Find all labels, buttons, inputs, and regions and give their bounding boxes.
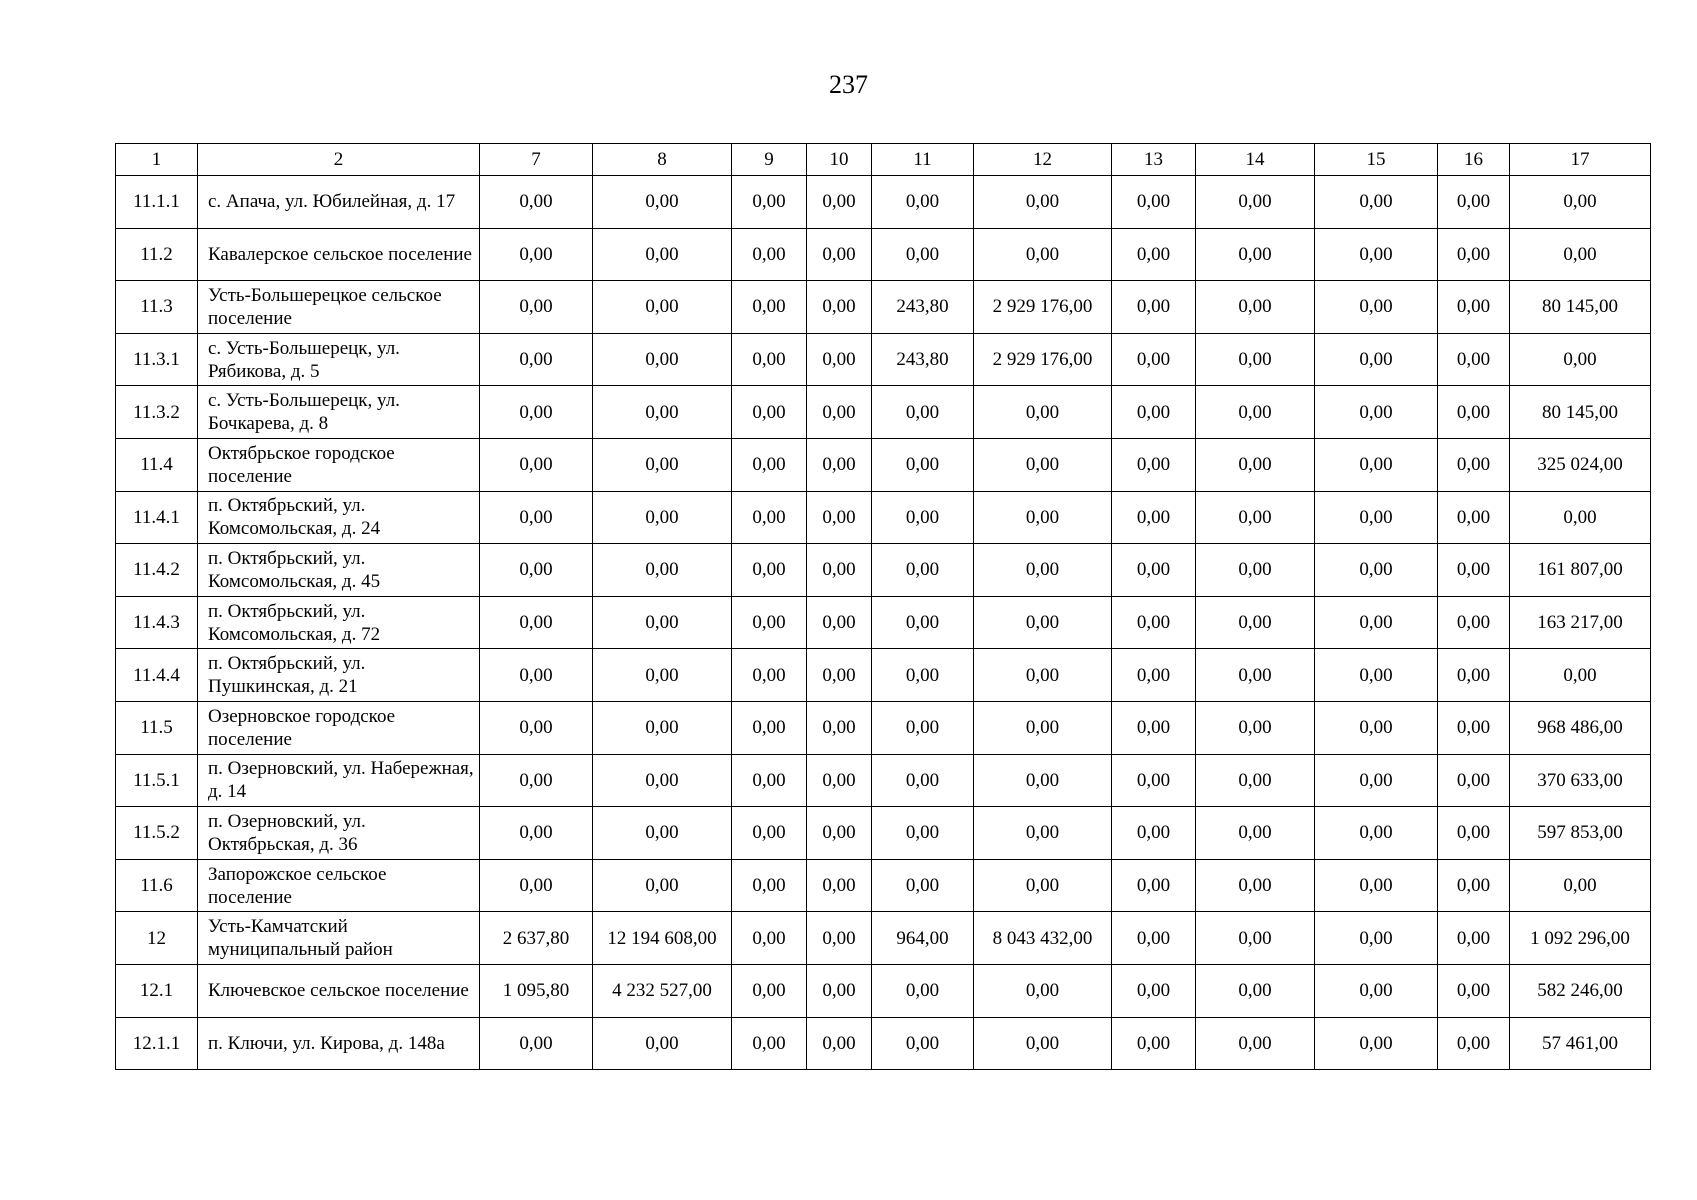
value-cell: 0,00 bbox=[480, 491, 593, 544]
value-cell: 0,00 bbox=[480, 807, 593, 860]
value-cell: 0,00 bbox=[480, 701, 593, 754]
value-cell: 0,00 bbox=[872, 859, 974, 912]
value-cell: 0,00 bbox=[1196, 333, 1315, 386]
value-cell: 0,00 bbox=[480, 596, 593, 649]
value-cell: 0,00 bbox=[732, 859, 807, 912]
value-cell: 2 929 176,00 bbox=[974, 281, 1112, 334]
column-header: 12 bbox=[974, 144, 1112, 176]
value-cell: 0,00 bbox=[1510, 228, 1651, 281]
row-number-cell: 11.5.1 bbox=[116, 754, 198, 807]
location-name-cell: п. Октябрьский, ул. Комсомольская, д. 45 bbox=[198, 544, 480, 597]
value-cell: 0,00 bbox=[1112, 649, 1196, 702]
value-cell: 0,00 bbox=[974, 859, 1112, 912]
value-cell: 0,00 bbox=[1315, 754, 1438, 807]
value-cell: 582 246,00 bbox=[1510, 964, 1651, 1017]
row-number-cell: 11.3 bbox=[116, 281, 198, 334]
row-number-cell: 11.5.2 bbox=[116, 807, 198, 860]
value-cell: 0,00 bbox=[732, 754, 807, 807]
value-cell: 0,00 bbox=[1438, 176, 1510, 229]
value-cell: 0,00 bbox=[807, 649, 872, 702]
value-cell: 0,00 bbox=[974, 807, 1112, 860]
value-cell: 0,00 bbox=[807, 544, 872, 597]
value-cell: 0,00 bbox=[1315, 544, 1438, 597]
value-cell: 0,00 bbox=[593, 596, 732, 649]
value-cell: 0,00 bbox=[1112, 964, 1196, 1017]
value-cell: 0,00 bbox=[807, 859, 872, 912]
value-cell: 0,00 bbox=[1112, 386, 1196, 439]
value-cell: 0,00 bbox=[732, 544, 807, 597]
value-cell: 0,00 bbox=[1112, 333, 1196, 386]
value-cell: 0,00 bbox=[732, 176, 807, 229]
column-header: 13 bbox=[1112, 144, 1196, 176]
value-cell: 0,00 bbox=[974, 176, 1112, 229]
value-cell: 0,00 bbox=[1315, 438, 1438, 491]
value-cell: 0,00 bbox=[1438, 701, 1510, 754]
value-cell: 0,00 bbox=[1510, 176, 1651, 229]
value-cell: 2 637,80 bbox=[480, 912, 593, 965]
value-cell: 0,00 bbox=[1315, 964, 1438, 1017]
value-cell: 0,00 bbox=[480, 649, 593, 702]
location-name-cell: п. Озерновский, ул. Набережная, д. 14 bbox=[198, 754, 480, 807]
value-cell: 0,00 bbox=[872, 754, 974, 807]
value-cell: 57 461,00 bbox=[1510, 1017, 1651, 1070]
value-cell: 0,00 bbox=[1315, 701, 1438, 754]
value-cell: 0,00 bbox=[593, 701, 732, 754]
value-cell: 0,00 bbox=[1112, 176, 1196, 229]
value-cell: 0,00 bbox=[480, 281, 593, 334]
value-cell: 0,00 bbox=[480, 386, 593, 439]
value-cell: 0,00 bbox=[1196, 859, 1315, 912]
value-cell: 0,00 bbox=[872, 1017, 974, 1070]
value-cell: 0,00 bbox=[807, 333, 872, 386]
value-cell: 0,00 bbox=[1438, 912, 1510, 965]
value-cell: 0,00 bbox=[807, 807, 872, 860]
column-header: 15 bbox=[1315, 144, 1438, 176]
column-header: 10 bbox=[807, 144, 872, 176]
value-cell: 0,00 bbox=[732, 701, 807, 754]
value-cell: 0,00 bbox=[1196, 281, 1315, 334]
value-cell: 0,00 bbox=[1438, 859, 1510, 912]
value-cell: 8 043 432,00 bbox=[974, 912, 1112, 965]
location-name-cell: п. Ключи, ул. Кирова, д. 148а bbox=[198, 1017, 480, 1070]
location-name-cell: Усть-Большерецкое сельское поселение bbox=[198, 281, 480, 334]
value-cell: 80 145,00 bbox=[1510, 281, 1651, 334]
value-cell: 0,00 bbox=[1196, 544, 1315, 597]
value-cell: 0,00 bbox=[807, 912, 872, 965]
value-cell: 0,00 bbox=[872, 807, 974, 860]
row-number-cell: 11.4.4 bbox=[116, 649, 198, 702]
value-cell: 0,00 bbox=[807, 176, 872, 229]
value-cell: 0,00 bbox=[1438, 438, 1510, 491]
value-cell: 0,00 bbox=[593, 859, 732, 912]
value-cell: 0,00 bbox=[593, 807, 732, 860]
column-header: 8 bbox=[593, 144, 732, 176]
value-cell: 0,00 bbox=[1112, 596, 1196, 649]
data-table bbox=[115, 143, 1651, 1070]
value-cell: 0,00 bbox=[1438, 964, 1510, 1017]
value-cell: 0,00 bbox=[1196, 491, 1315, 544]
value-cell: 0,00 bbox=[593, 333, 732, 386]
table-row bbox=[116, 491, 1651, 544]
value-cell: 0,00 bbox=[1196, 807, 1315, 860]
value-cell: 0,00 bbox=[1112, 281, 1196, 334]
value-cell: 4 232 527,00 bbox=[593, 964, 732, 1017]
value-cell: 0,00 bbox=[807, 438, 872, 491]
value-cell: 0,00 bbox=[872, 596, 974, 649]
row-number-cell: 11.6 bbox=[116, 859, 198, 912]
table-row bbox=[116, 281, 1651, 334]
value-cell: 0,00 bbox=[974, 649, 1112, 702]
location-name-cell: Ключевское сельское поселение bbox=[198, 964, 480, 1017]
value-cell: 0,00 bbox=[807, 964, 872, 1017]
table-row bbox=[116, 754, 1651, 807]
value-cell: 0,00 bbox=[1438, 596, 1510, 649]
value-cell: 0,00 bbox=[1438, 333, 1510, 386]
value-cell: 0,00 bbox=[807, 754, 872, 807]
location-name-cell: п. Октябрьский, ул. Комсомольская, д. 24 bbox=[198, 491, 480, 544]
value-cell: 964,00 bbox=[872, 912, 974, 965]
value-cell: 0,00 bbox=[1438, 1017, 1510, 1070]
row-number-cell: 11.4.2 bbox=[116, 544, 198, 597]
value-cell: 0,00 bbox=[732, 912, 807, 965]
value-cell: 0,00 bbox=[1510, 491, 1651, 544]
table-body bbox=[116, 176, 1651, 1070]
value-cell: 1 095,80 bbox=[480, 964, 593, 1017]
value-cell: 0,00 bbox=[480, 176, 593, 229]
value-cell: 0,00 bbox=[1196, 596, 1315, 649]
value-cell: 243,80 bbox=[872, 281, 974, 334]
column-header: 11 bbox=[872, 144, 974, 176]
value-cell: 0,00 bbox=[1196, 438, 1315, 491]
value-cell: 0,00 bbox=[1196, 1017, 1315, 1070]
table-row bbox=[116, 859, 1651, 912]
value-cell: 0,00 bbox=[1196, 649, 1315, 702]
value-cell: 0,00 bbox=[1112, 859, 1196, 912]
table-row bbox=[116, 649, 1651, 702]
value-cell: 0,00 bbox=[593, 544, 732, 597]
value-cell: 0,00 bbox=[807, 228, 872, 281]
value-cell: 0,00 bbox=[1438, 228, 1510, 281]
value-cell: 243,80 bbox=[872, 333, 974, 386]
value-cell: 0,00 bbox=[807, 701, 872, 754]
value-cell: 0,00 bbox=[480, 333, 593, 386]
row-number-cell: 12.1.1 bbox=[116, 1017, 198, 1070]
value-cell: 0,00 bbox=[1510, 333, 1651, 386]
value-cell: 0,00 bbox=[480, 1017, 593, 1070]
row-number-cell: 11.1.1 bbox=[116, 176, 198, 229]
value-cell: 0,00 bbox=[1112, 491, 1196, 544]
value-cell: 0,00 bbox=[1438, 807, 1510, 860]
value-cell: 0,00 bbox=[807, 386, 872, 439]
value-cell: 161 807,00 bbox=[1510, 544, 1651, 597]
value-cell: 0,00 bbox=[732, 964, 807, 1017]
value-cell: 0,00 bbox=[1112, 438, 1196, 491]
value-cell: 0,00 bbox=[872, 438, 974, 491]
column-header: 7 bbox=[480, 144, 593, 176]
location-name-cell: с. Усть-Большерецк, ул. Бочкарева, д. 8 bbox=[198, 386, 480, 439]
value-cell: 0,00 bbox=[1438, 544, 1510, 597]
column-header: 9 bbox=[732, 144, 807, 176]
value-cell: 0,00 bbox=[1315, 491, 1438, 544]
value-cell: 0,00 bbox=[1196, 228, 1315, 281]
value-cell: 0,00 bbox=[1510, 649, 1651, 702]
column-header: 14 bbox=[1196, 144, 1315, 176]
location-name-cell: с. Усть-Большерецк, ул. Рябикова, д. 5 bbox=[198, 333, 480, 386]
value-cell: 0,00 bbox=[1315, 281, 1438, 334]
value-cell: 163 217,00 bbox=[1510, 596, 1651, 649]
value-cell: 0,00 bbox=[732, 281, 807, 334]
value-cell: 0,00 bbox=[593, 176, 732, 229]
value-cell: 0,00 bbox=[872, 544, 974, 597]
value-cell: 0,00 bbox=[1112, 807, 1196, 860]
value-cell: 0,00 bbox=[732, 438, 807, 491]
row-number-cell: 12.1 bbox=[116, 964, 198, 1017]
row-number-cell: 11.3.2 bbox=[116, 386, 198, 439]
table-row bbox=[116, 176, 1651, 229]
value-cell: 0,00 bbox=[732, 228, 807, 281]
table-row bbox=[116, 701, 1651, 754]
value-cell: 0,00 bbox=[593, 491, 732, 544]
value-cell: 0,00 bbox=[974, 964, 1112, 1017]
value-cell: 0,00 bbox=[974, 754, 1112, 807]
table-row bbox=[116, 964, 1651, 1017]
value-cell: 0,00 bbox=[974, 228, 1112, 281]
value-cell: 0,00 bbox=[872, 701, 974, 754]
table-row bbox=[116, 333, 1651, 386]
value-cell: 0,00 bbox=[1438, 281, 1510, 334]
table-row bbox=[116, 912, 1651, 965]
row-number-cell: 11.5 bbox=[116, 701, 198, 754]
value-cell: 0,00 bbox=[480, 544, 593, 597]
value-cell: 0,00 bbox=[974, 1017, 1112, 1070]
value-cell: 0,00 bbox=[593, 438, 732, 491]
value-cell: 0,00 bbox=[1196, 176, 1315, 229]
value-cell: 0,00 bbox=[1196, 701, 1315, 754]
value-cell: 0,00 bbox=[1196, 912, 1315, 965]
value-cell: 0,00 bbox=[1196, 964, 1315, 1017]
value-cell: 0,00 bbox=[732, 649, 807, 702]
row-number-cell: 12 bbox=[116, 912, 198, 965]
value-cell: 0,00 bbox=[807, 1017, 872, 1070]
value-cell: 597 853,00 bbox=[1510, 807, 1651, 860]
value-cell: 0,00 bbox=[1315, 176, 1438, 229]
value-cell: 0,00 bbox=[1438, 386, 1510, 439]
value-cell: 0,00 bbox=[593, 281, 732, 334]
value-cell: 968 486,00 bbox=[1510, 701, 1651, 754]
row-number-cell: 11.4.1 bbox=[116, 491, 198, 544]
table-row bbox=[116, 544, 1651, 597]
value-cell: 0,00 bbox=[1315, 333, 1438, 386]
location-name-cell: п. Озерновский, ул. Октябрьская, д. 36 bbox=[198, 807, 480, 860]
value-cell: 0,00 bbox=[974, 386, 1112, 439]
value-cell: 325 024,00 bbox=[1510, 438, 1651, 491]
value-cell: 0,00 bbox=[872, 964, 974, 1017]
value-cell: 0,00 bbox=[480, 754, 593, 807]
value-cell: 0,00 bbox=[974, 491, 1112, 544]
value-cell: 0,00 bbox=[974, 701, 1112, 754]
value-cell: 0,00 bbox=[807, 491, 872, 544]
value-cell: 0,00 bbox=[974, 438, 1112, 491]
value-cell: 0,00 bbox=[1112, 228, 1196, 281]
value-cell: 0,00 bbox=[593, 386, 732, 439]
table-row bbox=[116, 1017, 1651, 1070]
value-cell: 0,00 bbox=[1315, 596, 1438, 649]
value-cell: 0,00 bbox=[974, 544, 1112, 597]
value-cell: 0,00 bbox=[732, 807, 807, 860]
value-cell: 80 145,00 bbox=[1510, 386, 1651, 439]
row-number-cell: 11.4 bbox=[116, 438, 198, 491]
value-cell: 0,00 bbox=[1112, 912, 1196, 965]
value-cell: 0,00 bbox=[1196, 386, 1315, 439]
value-cell: 0,00 bbox=[1438, 491, 1510, 544]
value-cell: 0,00 bbox=[593, 228, 732, 281]
value-cell: 370 633,00 bbox=[1510, 754, 1651, 807]
value-cell: 0,00 bbox=[593, 649, 732, 702]
value-cell: 0,00 bbox=[1315, 386, 1438, 439]
value-cell: 0,00 bbox=[732, 1017, 807, 1070]
page-number: 237 bbox=[829, 70, 868, 99]
table-row bbox=[116, 438, 1651, 491]
row-number-cell: 11.3.1 bbox=[116, 333, 198, 386]
value-cell: 0,00 bbox=[593, 1017, 732, 1070]
value-cell: 0,00 bbox=[480, 438, 593, 491]
table-row bbox=[116, 228, 1651, 281]
location-name-cell: Усть-Камчатский муниципальный район bbox=[198, 912, 480, 965]
table-row bbox=[116, 807, 1651, 860]
value-cell: 0,00 bbox=[732, 333, 807, 386]
header-row bbox=[116, 144, 1651, 176]
row-number-cell: 11.4.3 bbox=[116, 596, 198, 649]
column-header: 16 bbox=[1438, 144, 1510, 176]
value-cell: 0,00 bbox=[1112, 701, 1196, 754]
value-cell: 0,00 bbox=[1315, 228, 1438, 281]
value-cell: 0,00 bbox=[1315, 859, 1438, 912]
value-cell: 0,00 bbox=[1438, 754, 1510, 807]
value-cell: 0,00 bbox=[807, 596, 872, 649]
value-cell: 0,00 bbox=[732, 596, 807, 649]
value-cell: 0,00 bbox=[1510, 859, 1651, 912]
value-cell: 0,00 bbox=[1112, 544, 1196, 597]
table-row bbox=[116, 596, 1651, 649]
location-name-cell: Запорожское сельское поселение bbox=[198, 859, 480, 912]
value-cell: 0,00 bbox=[974, 596, 1112, 649]
location-name-cell: п. Октябрьский, ул. Комсомольская, д. 72 bbox=[198, 596, 480, 649]
value-cell: 1 092 296,00 bbox=[1510, 912, 1651, 965]
value-cell: 0,00 bbox=[1315, 912, 1438, 965]
value-cell: 0,00 bbox=[732, 386, 807, 439]
value-cell: 0,00 bbox=[1438, 649, 1510, 702]
value-cell: 0,00 bbox=[807, 281, 872, 334]
value-cell: 0,00 bbox=[1112, 754, 1196, 807]
location-name-cell: Озерновское городское поселение bbox=[198, 701, 480, 754]
value-cell: 2 929 176,00 bbox=[974, 333, 1112, 386]
column-header: 17 bbox=[1510, 144, 1651, 176]
column-header: 2 bbox=[198, 144, 480, 176]
value-cell: 0,00 bbox=[872, 176, 974, 229]
value-cell: 0,00 bbox=[1315, 649, 1438, 702]
value-cell: 0,00 bbox=[480, 228, 593, 281]
value-cell: 0,00 bbox=[1196, 754, 1315, 807]
value-cell: 0,00 bbox=[480, 859, 593, 912]
value-cell: 0,00 bbox=[872, 491, 974, 544]
location-name-cell: Октябрьское городское поселение bbox=[198, 438, 480, 491]
value-cell: 0,00 bbox=[872, 649, 974, 702]
column-header: 1 bbox=[116, 144, 198, 176]
value-cell: 0,00 bbox=[1315, 807, 1438, 860]
value-cell: 12 194 608,00 bbox=[593, 912, 732, 965]
row-number-cell: 11.2 bbox=[116, 228, 198, 281]
value-cell: 0,00 bbox=[872, 386, 974, 439]
location-name-cell: п. Октябрьский, ул. Пушкинская, д. 21 bbox=[198, 649, 480, 702]
value-cell: 0,00 bbox=[1112, 1017, 1196, 1070]
location-name-cell: Кавалерское сельское поселение bbox=[198, 228, 480, 281]
value-cell: 0,00 bbox=[872, 228, 974, 281]
value-cell: 0,00 bbox=[732, 491, 807, 544]
table-row bbox=[116, 386, 1651, 439]
value-cell: 0,00 bbox=[1315, 1017, 1438, 1070]
value-cell: 0,00 bbox=[593, 754, 732, 807]
location-name-cell: с. Апача, ул. Юбилейная, д. 17 bbox=[198, 176, 480, 229]
